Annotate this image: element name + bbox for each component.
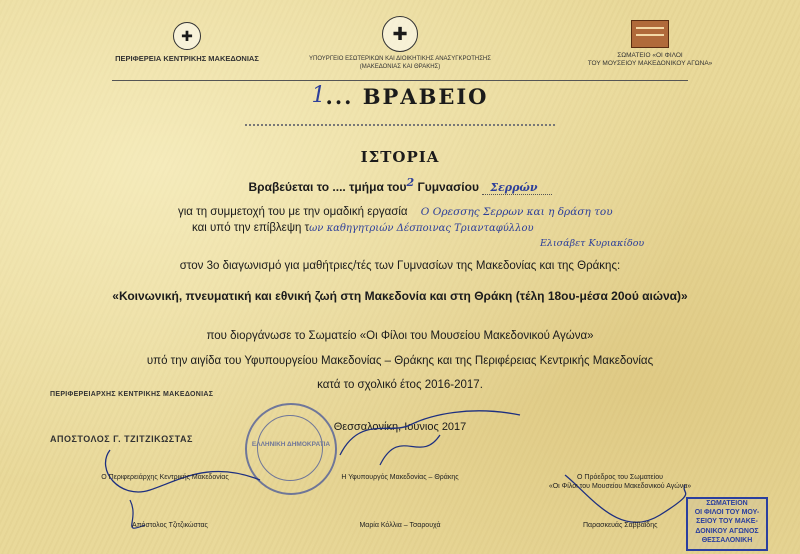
line1-prefix: Βραβεύεται το .... τμήμα του: [248, 180, 407, 194]
line3b-hand: Ελισάβετ Κυριακίδου: [540, 238, 645, 249]
society-box-stamp: [686, 497, 768, 551]
line2-prefix: για τη συμμετοχή του με την ομαδική εργασία: [178, 206, 408, 218]
left-signatory-name: Απόστολος Τζιτζικώστας: [132, 522, 208, 529]
award-line-4: στον 3ο διαγωνισμό για μαθήτριες/τές των Γυμνασίων της Μακεδονίας και της Θράκης:: [179, 260, 621, 272]
award-subject: ΙΣΤΟΡΙΑ: [360, 148, 440, 166]
museum-building-icon: [631, 20, 669, 48]
place-date: Θεσσαλονίκη, Ιούνιος 2017: [333, 421, 467, 433]
award-title: ... ΒΡΑΒΕΙΟ: [325, 84, 489, 109]
right-signatory-role-2: «Οι Φίλοι του Μουσείου Μακεδονικού Αγώνα»: [548, 483, 692, 490]
header-divider: [112, 80, 688, 81]
award-line-1: [0, 176, 800, 194]
left-header: [108, 22, 266, 63]
left-org-name: ΠΕΡΙΦΕΡΕΙΑ ΚΕΝΤΡΙΚΗΣ ΜΑΚΕΔΟΝΙΑΣ: [115, 54, 259, 63]
center-header: [300, 16, 500, 71]
left-stamp-title: ΠΕΡΙΦΕΡΕΙΑΡΧΗΣ ΚΕΝΤΡΙΚΗΣ ΜΑΚΕΔΟΝΙΑΣ: [50, 391, 214, 398]
line1-hand-number: 2: [406, 176, 415, 189]
round-stamp-text: ΕΛΛΗΝΙΚΗ ΔΗΜΟΚΡΑΤΙΑ: [251, 441, 331, 448]
center-signature-scribble: [330, 395, 530, 485]
box-stamp-line3: ΣΕΙΟΥ ΤΟΥ ΜΑΚΕ-: [696, 518, 758, 526]
award-line-5: «Κοινωνική, πνευματική και εθνική ζωή στη Μακεδονία και στη Θράκη (τέλη 18ου-μέσα 20ού αιώνα)»: [112, 289, 688, 303]
left-signatory-role: Ο Περιφερειάρχης Κεντρικής Μακεδονίας: [101, 474, 229, 481]
line1-school-blank: [482, 180, 551, 195]
right-signatory-name: Παρασκευάς Σαββαΐδης: [583, 522, 658, 529]
right-org-line2: ΤΟΥ ΜΟΥΣΕΙΟΥ ΜΑΚΕΔΟΝΙΚΟΥ ΑΓΩΝΑ»: [587, 60, 713, 67]
right-org-line1: ΣΩΜΑΤΕΙΟ «ΟΙ ΦΙΛΟΙ: [617, 52, 683, 59]
line3-hand: ων καθηγητριών Δέσποινας Τριανταφύλλου: [309, 223, 534, 234]
center-org-line2: (ΜΑΚΕΔΟΝΙΑΣ ΚΑΙ ΘΡΑΚΗΣ): [359, 64, 441, 70]
title-dotted-rule: [245, 124, 555, 128]
center-signatory-role: Η Υφυπουργός Μακεδονίας – Θράκης: [341, 474, 459, 481]
award-line-3: [192, 222, 792, 234]
center-org-line1: ΥΠΟΥΡΓΕΙΟ ΕΣΩΤΕΡΙΚΩΝ ΚΑΙ ΔΙΟΙΚΗΤΙΚΗΣ ΑΝΑΣΥΓΚΡΟΤΗΣΗΣ: [309, 56, 491, 62]
line1-hand-school: Σερρών: [490, 181, 538, 194]
box-stamp-line2: ΟΙ ΦΙΛΟΙ ΤΟΥ ΜΟΥ-: [694, 509, 760, 517]
box-stamp-line1: ΣΩΜΑΤΕΙΟΝ: [706, 500, 748, 507]
right-header: [575, 20, 725, 68]
line3-prefix: και υπό την επίβλεψη τ: [192, 222, 310, 234]
line2-hand: Ο Ορεσσης Σερρων και η δράση του: [420, 206, 613, 218]
award-rank-handwritten: 1: [311, 83, 326, 108]
left-stamp-name: ΑΠΟΣΤΟΛΟΣ Γ. ΤΖΙΤΖΙΚΩΣΤΑΣ: [50, 434, 193, 444]
award-line-2: [178, 206, 778, 218]
greek-emblem-icon: ✚: [173, 22, 201, 50]
box-stamp-line4: ΔΟΝΙΚΟΥ ΑΓΩΝΟΣ: [695, 527, 759, 535]
award-line-7: υπό την αιγίδα του Υφυπουργείου Μακεδονίας – Θράκης και της Περιφέρειας Κεντρικής Μακεδονίας: [146, 355, 654, 367]
award-title-row: [0, 84, 800, 110]
box-stamp-line5: ΘΕΣΣΑΛΟΝΙΚΗ: [701, 536, 753, 544]
award-line-8: κατά το σχολικό έτος 2016-2017.: [317, 379, 483, 391]
award-line-6: που διοργάνωσε το Σωματείο «Οι Φίλοι του Μουσείου Μακεδονικού Αγώνα»: [206, 330, 594, 342]
line1-mid: Γυμνασίου: [417, 180, 479, 194]
right-signatory-role-1: Ο Πρόεδρος του Σωματείου: [577, 474, 663, 481]
greek-coat-of-arms-icon: ✚: [382, 16, 418, 52]
right-signature-scribble: [560, 455, 690, 545]
center-signatory-name: Μαρία Κόλλια – Τσαρουχά: [359, 522, 441, 529]
